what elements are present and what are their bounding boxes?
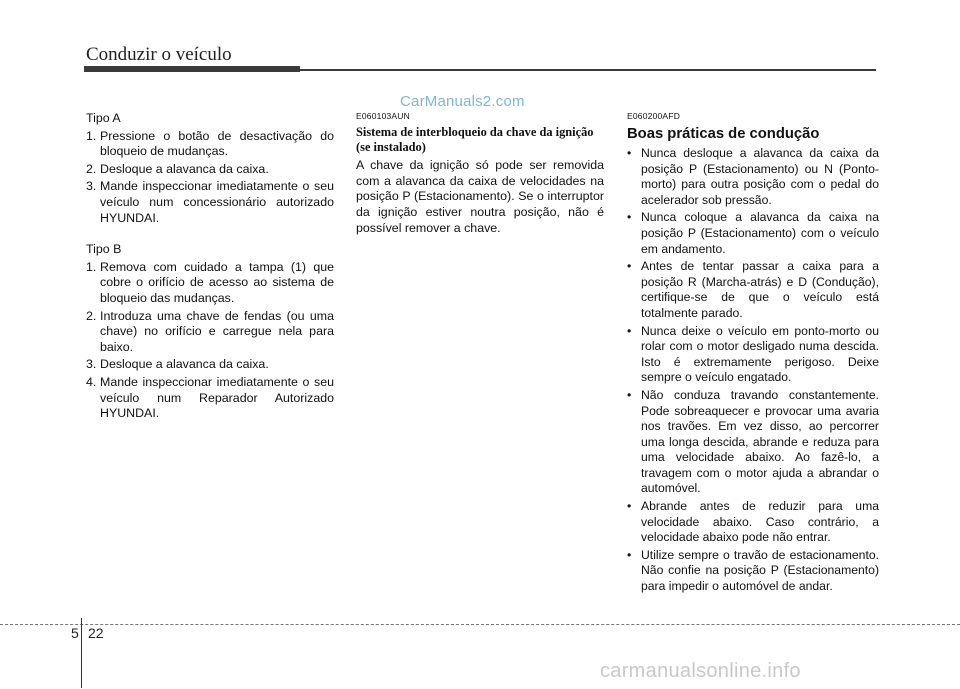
- list-item: [627, 210, 879, 257]
- bullet-text: Nunca coloque a alavanca da caixa na posição P (Estacionamento) com o veículo em andamento.: [641, 210, 879, 256]
- watermark-bottom: carmanualsonline.info: [600, 660, 801, 682]
- step-text: Mande inspeccionar imediatamente o seu veículo num Reparador Autorizado HYUNDAI.: [100, 374, 334, 421]
- list-item: [627, 146, 879, 208]
- tipo-a-steps: [86, 129, 334, 227]
- step-number: 3.: [86, 179, 97, 194]
- section-number: 5: [71, 625, 79, 641]
- list-item: [627, 259, 879, 321]
- step-number: 3.: [86, 357, 97, 372]
- section-heading: Boas práticas de condução: [627, 126, 820, 142]
- list-item: [627, 388, 879, 497]
- tipo-a-label: Tipo A: [86, 111, 121, 125]
- list-item: [627, 548, 879, 595]
- column-right: [627, 111, 879, 597]
- list-item: [86, 179, 334, 226]
- list-item: [627, 324, 879, 386]
- bullet-icon: •: [627, 547, 632, 562]
- list-item: [86, 309, 334, 356]
- list-item: [627, 499, 879, 546]
- section-code: E060200AFD: [627, 111, 681, 121]
- list-item: [86, 260, 334, 307]
- step-text: Desloque a alavanca da caixa.: [100, 161, 269, 176]
- step-text: Desloque a alavanca da caixa.: [100, 357, 269, 372]
- bullet-icon: •: [627, 387, 632, 402]
- bullet-text: Nunca desloque a alavanca da caixa da posição P (Estacionamento) ou N (Ponto-morto) para outra posição com o pedal do acelerador sob pressão.: [641, 146, 879, 207]
- good-practices-list: [627, 146, 879, 595]
- step-text: Pressione o botão de desactivação do bloqueio de mudanças.: [100, 128, 334, 159]
- watermark-top: CarManuals2.com: [400, 93, 525, 110]
- step-number: 4.: [86, 374, 97, 389]
- footer-divider: [81, 618, 82, 688]
- tipo-b-steps: [86, 260, 334, 422]
- step-number: 1.: [86, 128, 97, 143]
- bullet-icon: •: [627, 499, 632, 514]
- section-heading: Sistema de interbloqueio da chave da ignição (se instalado): [356, 125, 594, 154]
- bullet-icon: •: [627, 323, 632, 338]
- bullet-text: Nunca deixe o veículo em ponto-morto ou rolar com o motor desligado numa descida. Isto é extremamente perigoso. Deixe sempre o veículo engatado.: [641, 323, 879, 385]
- list-item: [86, 375, 334, 422]
- header-rule-thin: [300, 69, 876, 71]
- bullet-text: Antes de tentar passar a caixa para a posição R (Marcha-atrás) e D (Condução), certifique-se de que o veículo está totalmente parado.: [641, 259, 879, 320]
- step-text: Introduza uma chave de fendas (ou uma chave) no orifício e carregue nela para baixo.: [100, 308, 334, 354]
- list-item: [86, 357, 334, 373]
- column-middle: [356, 111, 604, 236]
- step-text: Remova com cuidado a tampa (1) que cobre o orifício de acesso ao sistema de bloqueio das mudanças.: [100, 259, 334, 305]
- step-number: 2.: [86, 308, 97, 323]
- page-number: 22: [88, 625, 104, 641]
- footer-rule: [0, 624, 960, 625]
- tipo-b-label: Tipo B: [86, 242, 122, 257]
- step-number: 2.: [86, 161, 97, 176]
- bullet-text: Utilize sempre o travão de estacionamento. Não confie na posição P (Estacionamento) para impedir o automóvel de andar.: [641, 547, 879, 594]
- bullet-icon: •: [627, 259, 632, 274]
- step-number: 1.: [86, 259, 97, 274]
- column-left: [86, 111, 334, 424]
- bullet-text: Abrande antes de reduzir para uma velocidade abaixo. Caso contrário, a velocidade abaixo pode não entrar.: [641, 499, 879, 545]
- list-item: [86, 129, 334, 160]
- page-header-title: Conduzir o veículo: [86, 44, 232, 65]
- section-paragraph: A chave da ignição só pode ser removida com a alavanca da caixa de velocidades na posição P (Estacionamento). Se o interruptor da ignição estiver noutra posição, não é possível remover a chave.: [356, 158, 604, 235]
- bullet-icon: •: [627, 210, 632, 225]
- header-rule-thick: [84, 66, 300, 72]
- step-text: Mande inspeccionar imediatamente o seu veículo num concessionário autorizado HYUNDAI.: [100, 179, 334, 225]
- section-code: E060103AUN: [356, 111, 410, 121]
- bullet-text: Não conduza travando constantemente. Pode sobreaquecer e provocar uma avaria nos travões. Em vez disso, ao percorrer uma longa descida, abrande e reduza para uma velocidade abaixo. Ao fazê-lo, a travagem com o motor ajuda a abrandar o automóvel.: [641, 387, 879, 496]
- bullet-icon: •: [627, 146, 632, 160]
- list-item: [86, 162, 334, 178]
